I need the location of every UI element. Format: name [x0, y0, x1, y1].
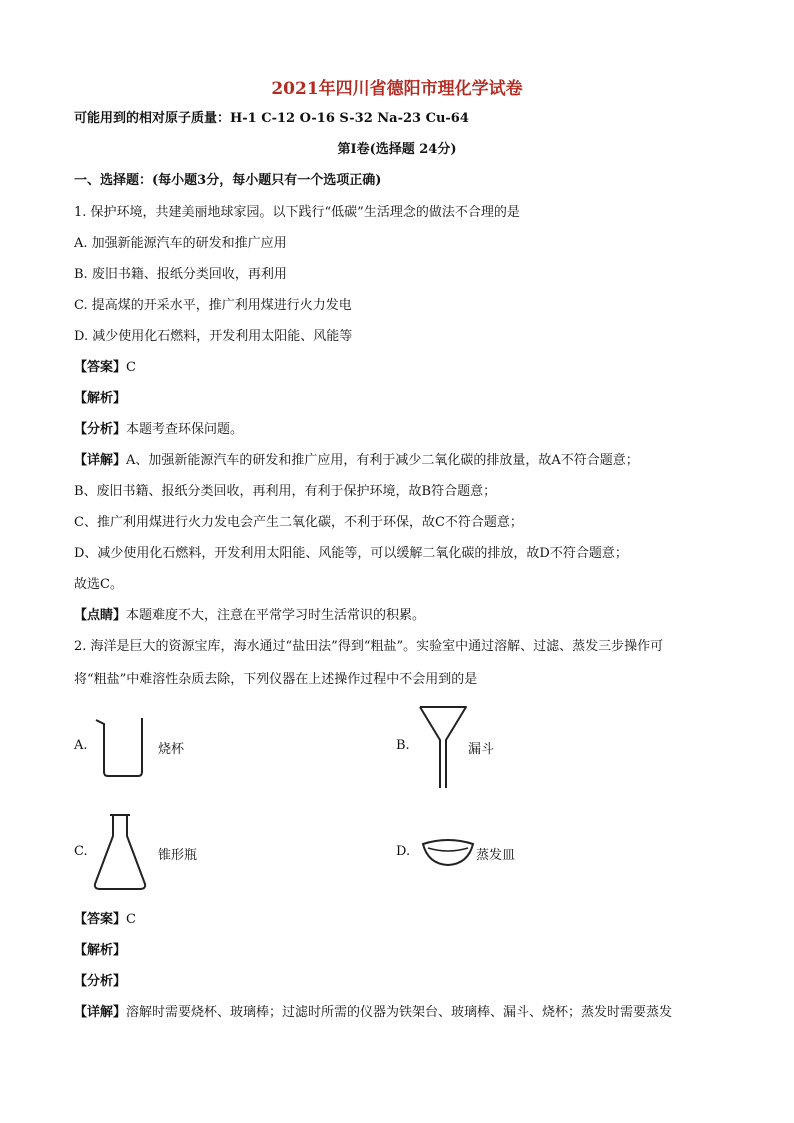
detail-text: A、加强新能源汽车的研发和推广应用，有利于减少二氧化碳的排放量，故A不符合题意； — [126, 453, 639, 468]
detail-text: 溶解时需要烧杯、玻璃棒；过滤时所需的仪器为铁架台、玻璃棒、漏斗、烧杯；蒸发时需要蒸发 — [126, 1005, 673, 1020]
q2-detail — [74, 1005, 672, 1021]
q2-option-a-letter: A. — [74, 738, 88, 753]
q1-detail-a — [74, 453, 639, 469]
q2-option-b-label: 漏斗 — [468, 742, 495, 757]
q2-option-c-label: 锥形瓶 — [158, 848, 198, 863]
q2-option-c-letter: C. — [74, 844, 88, 859]
q1-analysis-tag: 【解析】 — [74, 391, 127, 406]
dianjing-text: 本题难度不大，注意在平常学习时生活常识的积累。 — [126, 608, 426, 623]
q2-stem-line1: 2. 海洋是巨大的资源宝库，海水通过“盐田法”得到“粗盐”。实验室中通过溶解、过滤、蒸发三步操作可 — [74, 639, 664, 654]
answer-value: C — [126, 360, 136, 375]
q1-detail-d: D、减少使用化石燃料，开发利用太阳能、风能等，可以缓解二氧化碳的排放，故D不符合题意； — [74, 546, 628, 561]
q1-answer — [74, 360, 136, 376]
q1-detail-b: B、废旧书籍、报纸分类回收，再利用，有利于保护环境，故B符合题意； — [74, 484, 497, 499]
part-one-heading: 一、选择题：(每小题3分，每小题只有一个选项正确) — [74, 173, 382, 188]
q1-fenxi — [74, 422, 243, 438]
q1-option-c: C. 提高煤的开采水平，推广利用煤进行火力发电 — [74, 298, 352, 313]
atomic-mass-line: 可能用到的相对原子质量：H-1 C-12 O-16 S-32 Na-23 Cu-64 — [74, 111, 469, 126]
q2-analysis-tag: 【解析】 — [74, 943, 127, 958]
q1-option-b: B. 废旧书籍、报纸分类回收，再利用 — [74, 267, 287, 282]
funnel-icon — [418, 704, 468, 790]
q2-option-a-label: 烧杯 — [158, 742, 185, 757]
q2-option-b-letter: B. — [396, 738, 410, 753]
q2-option-d-label: 蒸发皿 — [476, 848, 516, 863]
dianjing-tag: 【点睛】 — [74, 608, 127, 623]
q2-option-d-letter: D. — [396, 844, 411, 859]
q1-conclusion: 故选C。 — [74, 577, 123, 592]
q1-option-d: D. 减少使用化石燃料，开发利用太阳能、风能等 — [74, 329, 353, 344]
q2-stem-line2: 将“粗盐”中难溶性杂质去除，下列仪器在上述操作过程中不会用到的是 — [74, 672, 478, 687]
q1-option-a: A. 加强新能源汽车的研发和推广应用 — [74, 236, 287, 251]
answer-tag: 【答案】 — [74, 360, 127, 375]
page-title: 2021年四川省德阳市理化学试卷 — [271, 79, 523, 99]
answer-value: C — [126, 912, 136, 927]
q1-dianjing — [74, 608, 425, 624]
evaporating-dish-icon — [420, 838, 476, 868]
answer-tag: 【答案】 — [74, 912, 127, 927]
q1-stem: 1. 保护环境，共建美丽地球家园。以下践行“低碳”生活理念的做法不合理的是 — [74, 205, 520, 220]
xiangjie-tag: 【详解】 — [74, 1005, 127, 1020]
conical-flask-icon — [92, 812, 148, 892]
q1-detail-c: C、推广利用煤进行火力发电会产生二氧化碳，不利于环保，故C不符合题意； — [74, 515, 523, 530]
q2-answer — [74, 912, 136, 928]
xiangjie-tag: 【详解】 — [74, 453, 127, 468]
fenxi-text: 本题考查环保问题。 — [126, 422, 244, 437]
q2-fenxi-tag: 【分析】 — [74, 974, 127, 989]
beaker-icon — [92, 712, 152, 780]
section-title: 第Ⅰ卷(选择题 24分) — [337, 142, 457, 157]
fenxi-tag: 【分析】 — [74, 422, 127, 437]
